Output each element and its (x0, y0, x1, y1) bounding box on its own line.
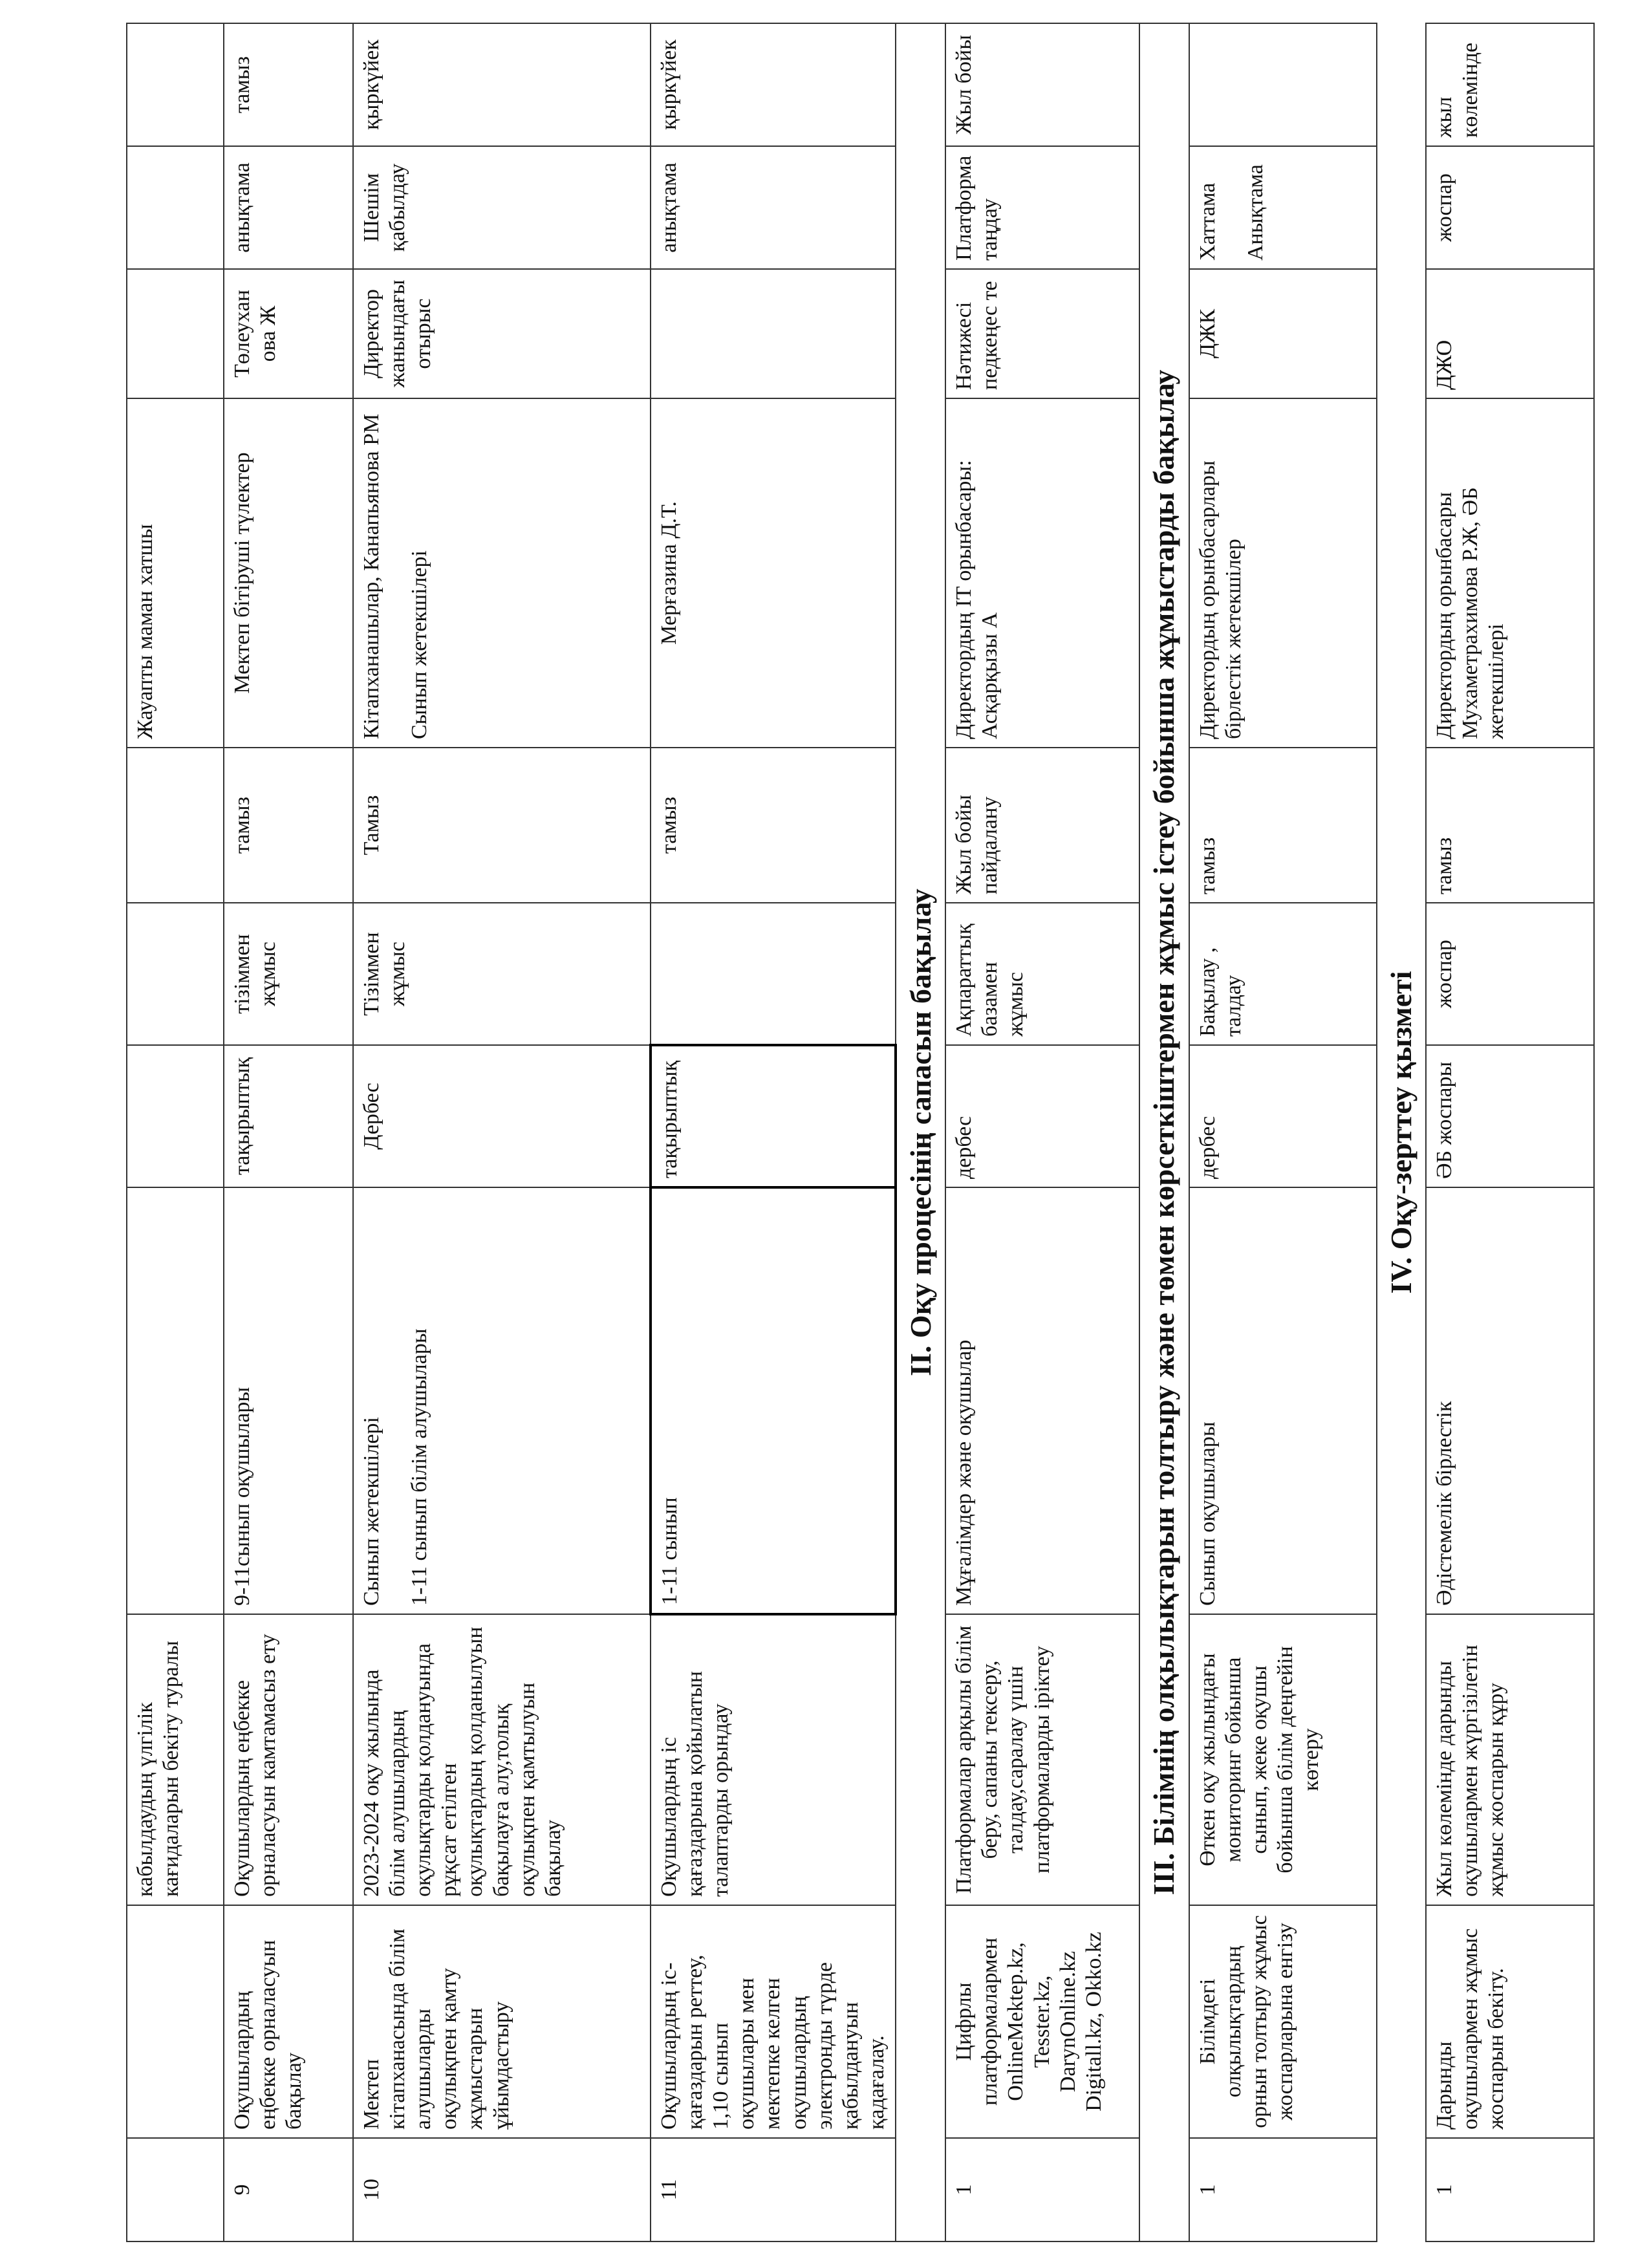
cell-review: Нәтижесі педкеңес те (945, 269, 1139, 398)
cell-object (127, 1187, 224, 1614)
cell-method (651, 903, 896, 1045)
cell-goal: Өткен оқу жылындағы мониторинг бойынша сынып, жеке оқушы бойынша білім деңгейін көтеру (1189, 1614, 1377, 1905)
cell-review: ДЖО (1426, 269, 1594, 398)
section-title: ІІ. Оқу процесінің сапасын бақылау (896, 23, 945, 2241)
section-heading-row (1139, 23, 1189, 2241)
cell-review (127, 269, 224, 398)
cell-responsible: Директордың орынбасары Мухаметрахимова Р.Ж, ӘБ жетекшілері (1426, 398, 1594, 748)
cell-deadline: жыл көлемінде (1426, 23, 1594, 146)
cell-deadline (127, 23, 224, 146)
cell-deadline: қыркүйек (353, 23, 651, 146)
control-plan-table (126, 23, 1595, 2242)
cell-type: ӘБ жоспары (1426, 1045, 1594, 1187)
cell-object: Сынып оқушылары (1189, 1187, 1377, 1614)
cell-review: Директор жанындағы отырыс (353, 269, 651, 398)
cell-content: Оқушылардың еңбекке орналасуын бақылау (224, 1905, 353, 2138)
cell-deadline: тамыз (224, 23, 353, 146)
cell-deadline (1189, 23, 1377, 146)
cell-result: анықтама (651, 146, 896, 269)
cell-result: Шешім қабылдау (353, 146, 651, 269)
cell-result: жоспар (1426, 146, 1594, 269)
cell-responsible: Мектеп бітіруші түлектер (224, 398, 353, 748)
cell-goal: 2023-2024 оқу жылында білім алушылардың оқулықтарды қолдануында рұқсат етілген оқулықтардың қолданылуын бақылауға алу,толық оқулықпен қамтылуын бақылау (353, 1614, 651, 1905)
cell-responsible: Директордың орынбасарлары бірлестік жетекшілер (1189, 398, 1377, 748)
cell-goal: кабылдаудың үлгілік кағидаларын бекіту туралы (127, 1614, 224, 1905)
cell-method: Тізіммен жұмыс (353, 903, 651, 1045)
row-number: 10 (353, 2138, 651, 2241)
cell-type: дербес (945, 1045, 1139, 1187)
cell-content: Оқушылардың іс-қағаздарын реттеу, 1,10 сынып оқушылары мен мектепке келген оқушылардың электронды түрде қабылдануын қадағалау. (651, 1905, 896, 2138)
table-row (1426, 23, 1594, 2241)
cell-result: анықтама (224, 146, 353, 269)
responsible-part-2: Сынып жетекшілері (407, 550, 432, 739)
row-number: 11 (651, 2138, 896, 2241)
cell-method: тізіммен жұмыс (224, 903, 353, 1045)
table-row (353, 23, 651, 2241)
cell-time (127, 748, 224, 903)
responsible-part-1: Кітапханашылар, Канапьянова РМ (360, 413, 383, 739)
table-row (127, 23, 224, 2241)
cell-time: тамыз (224, 748, 353, 903)
cell-type: тақырыптық (224, 1045, 353, 1187)
cell-type: Дербес (353, 1045, 651, 1187)
cell-responsible (353, 398, 651, 748)
table-row (224, 23, 353, 2241)
cell-object: Әдістемелік бірлестік (1426, 1187, 1594, 1614)
cell-responsible: Мерғазина Д.Т. (651, 398, 896, 748)
cell-method (127, 903, 224, 1045)
result-part-1: Хаттама (1195, 182, 1220, 261)
cell-deadline: қыркүйек (651, 23, 896, 146)
table-row (1189, 23, 1377, 2241)
object-part-1: Сынып жетекшілері (360, 1417, 383, 1606)
row-number: 9 (224, 2138, 353, 2241)
cell-goal: Оқушылардың іс қағаздарына қойылатын талаптарды орындау (651, 1614, 896, 1905)
cell-object: 1-11 сынып (651, 1187, 896, 1614)
cell-object: 9-11сынып оқушылары (224, 1187, 353, 1614)
cell-result (1189, 146, 1377, 269)
object-part-2: 1-11 сынып білім алушылары (407, 1328, 432, 1606)
cell-content: Білімдегі олқылықтардың орнын толтыру жұмыс жоспарларына енгізу (1189, 1905, 1377, 2138)
cell-method: жоспар (1426, 903, 1594, 1045)
row-number: 1 (945, 2138, 1139, 2241)
cell-content (127, 1905, 224, 2138)
table-row (945, 23, 1139, 2241)
cell-time: Тамыз (353, 748, 651, 903)
cell-goal: Оқушылардың еңбекке орналасуын камтамасыз ету (224, 1614, 353, 1905)
cell-object (353, 1187, 651, 1614)
cell-goal: Жыл көлемінде дарынды оқушылармен жүргізілетін жұмыс жоспарын құру (1426, 1614, 1594, 1905)
cell-content: Мектеп кітапханасында білім алушыларды оқулықпен қамту жұмыстарын ұйымдастыру (353, 1905, 651, 2138)
cell-review: Төлеухан ова Ж (224, 269, 353, 398)
cell-type (127, 1045, 224, 1187)
cell-review (651, 269, 896, 398)
cell-goal: Платформалар арқылы білім беру, сапаны тексеру, талдау,саралау үшін платформаларды іріктеу (945, 1614, 1139, 1905)
section-title: IV. Оқу-зерттеу қызметі (1377, 23, 1426, 2241)
cell-method: Бақылау , талдау (1189, 903, 1377, 1045)
cell-result: Платформа таңдау (945, 146, 1139, 269)
row-number (127, 2138, 224, 2241)
section-heading-row (1377, 23, 1426, 2241)
section-title: ІІІ. Білімнің олқылықтарын толтыру және төмен көрсеткіштермен жұмыс істеу бойынша жұмыстарды бақылау (1139, 23, 1189, 2241)
cell-time: тамыз (1426, 748, 1594, 903)
cell-type: тақырыптық (651, 1045, 896, 1187)
cell-content: Цифрлы платформалармен OnlineMektep.kz, Tesster.kz, DarynOnline.kz Digitall.kz, Okko.kz (945, 1905, 1139, 2138)
cell-review: ДЖК (1189, 269, 1377, 398)
cell-content: Дарынды оқушылармен жұмыс жоспарын бекіту. (1426, 1905, 1594, 2138)
cell-time: тамыз (1189, 748, 1377, 903)
table-row (651, 23, 896, 2241)
row-number: 1 (1189, 2138, 1377, 2241)
row-number: 1 (1426, 2138, 1594, 2241)
result-part-2: Анықтама (1243, 164, 1267, 261)
section-heading-row (896, 23, 945, 2241)
cell-time: Жыл бойы пайдалану (945, 748, 1139, 903)
cell-responsible: Директордың IT орынбасары: Асқарқызы А (945, 398, 1139, 748)
cell-deadline: Жыл бойы (945, 23, 1139, 146)
cell-result (127, 146, 224, 269)
cell-type: дербес (1189, 1045, 1377, 1187)
cell-object: Мұғалімдер және оқушылар (945, 1187, 1139, 1614)
cell-time: тамыз (651, 748, 896, 903)
cell-method: Ақпараттық базамен жұмыс (945, 903, 1139, 1045)
cell-responsible: Жауапты маман хатшы (127, 398, 224, 748)
